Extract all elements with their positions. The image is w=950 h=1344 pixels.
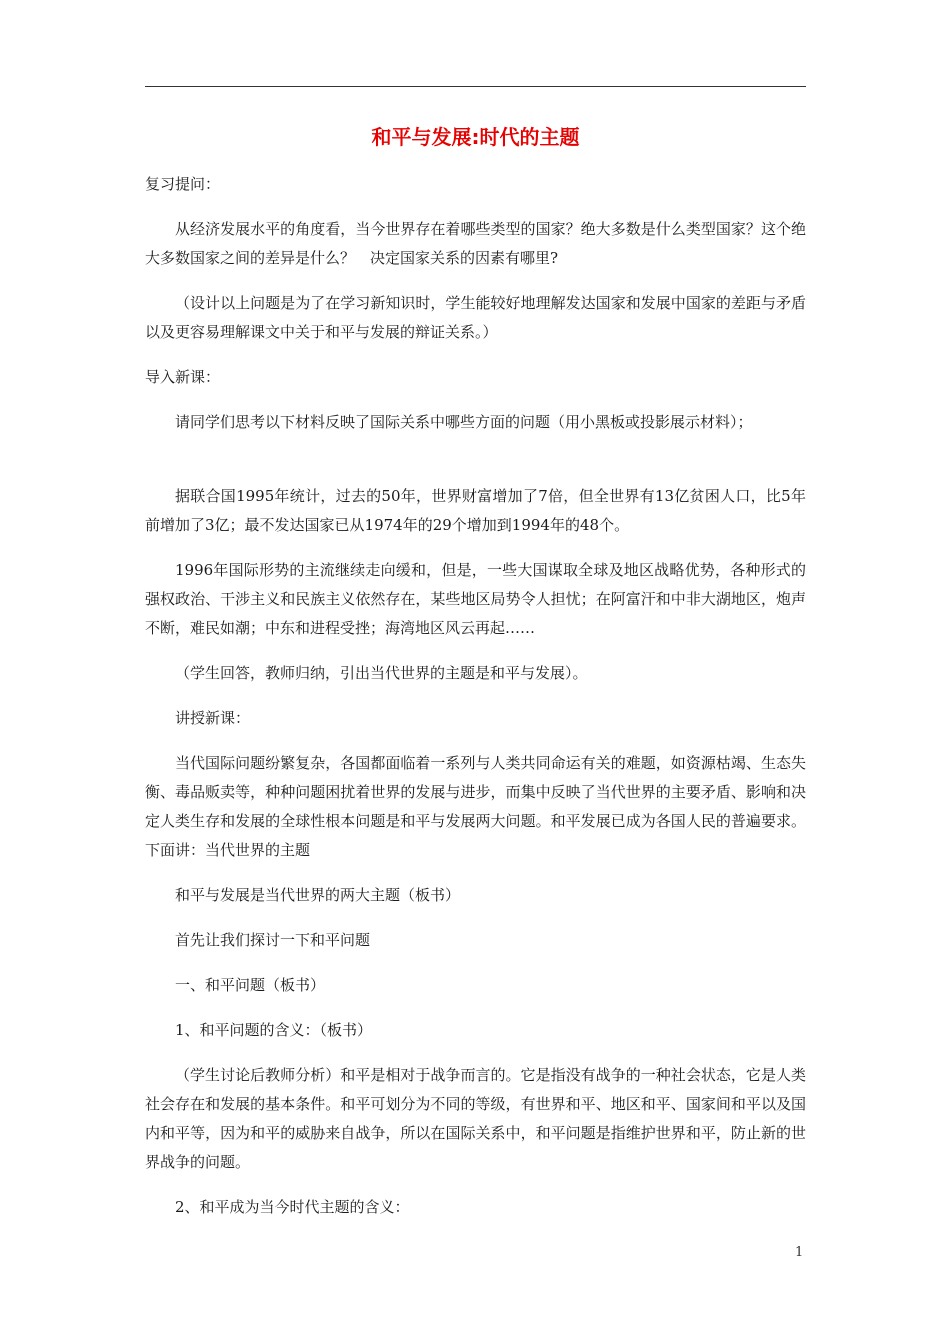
paragraph: 从经济发展水平的角度看，当今世界存在着哪些类型的国家？绝大多数是什么类型国家？这个绝大多数国家之间的差异是什么？ 决定国家关系的因素有哪里?: [145, 220, 806, 267]
paragraph: 一、和平问题（板书）: [175, 976, 326, 994]
header-rule: [145, 86, 806, 87]
section-heading-lecture: 讲授新课：: [175, 709, 251, 727]
section-heading-intro: 导入新课：: [145, 368, 221, 386]
paragraph: 和平与发展是当代世界的两大主题（板书）: [175, 886, 461, 904]
paragraph: 首先让我们探讨一下和平问题: [175, 931, 371, 949]
document-title: 和平与发展:时代的主题: [371, 125, 580, 149]
document-body: [145, 170, 806, 1238]
paragraph: 2、和平成为当今时代主题的含义：: [175, 1198, 410, 1216]
paragraph: 当代国际问题纷繁复杂，各国都面临着一系列与人类共同命运有关的难题，如资源枯竭、生态失衡、毒品贩卖等，种种问题困扰着世界的发展与进步，而集中反映了当代世界的主要矛盾、影响和决定人类生存和发展的全球性根本问题是和平与发展两大问题。和平发展已成为各国人民的普遍要求。下面讲：当代世界的主题: [145, 754, 806, 859]
page-number: 1: [795, 1245, 804, 1260]
paragraph: 1996年国际形势的主流继续走向缓和，但是，一些大国谋取全球及地区战略优势，各种形式的强权政治、干涉主义和民族主义依然存在，某些地区局势令人担忧；在阿富汗和中非大湖地区，炮声不断，难民如潮；中东和进程受挫；海湾地区风云再起……: [145, 561, 806, 637]
paragraph: （学生回答，教师归纳，引出当代世界的主题是和平与发展）。: [175, 664, 588, 682]
paragraph: （学生讨论后教师分析）和平是相对于战争而言的。它是指没有战争的一种社会状态，它是人类社会存在和发展的基本条件。和平可划分为不同的等级，有世界和平、地区和平、国家间和平以及国内和平等，因为和平的威胁来自战争，所以在国际关系中，和平问题是指维护世界和平，防止新的世界战争的问题。: [145, 1066, 806, 1171]
paragraph: 请同学们思考以下材料反映了国际关系中哪些方面的问题（用小黑板或投影展示材料）；: [175, 413, 753, 431]
section-heading-review: 复习提问：: [145, 175, 221, 193]
paragraph: 据联合国1995年统计，过去的50年，世界财富增加了7倍，但全世界有13亿贫困人口，比5年前增加了3亿；最不发达国家已从1974年的29个增加到1994年的48个。: [145, 487, 806, 534]
paragraph: （设计以上问题是为了在学习新知识时，学生能较好地理解发达国家和发展中国家的差距与矛盾以及更容易理解课文中关于和平与发展的辩证关系。）: [145, 294, 806, 341]
paragraph: 1、和平问题的含义：（板书）: [175, 1021, 373, 1039]
